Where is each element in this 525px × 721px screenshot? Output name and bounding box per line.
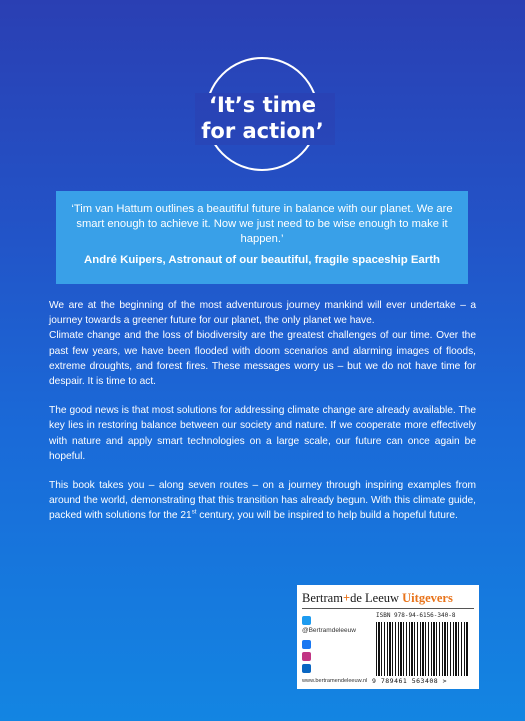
social-handle[interactable]: @Bertramdeleeuw — [302, 627, 356, 634]
paragraph-3-end: century, you will be inspired to help build a hopeful future. — [196, 510, 458, 522]
publisher-website[interactable]: www.bertramendeleeuw.nl — [302, 678, 368, 684]
paragraph-3 — [49, 478, 476, 524]
quote-text: ‘Tim van Hattum outlines a beautiful future in balance with our planet. We are smart enough to achieve it. Now we just need to be wise enough to make it happen.’ — [71, 203, 453, 245]
back-cover-text — [49, 298, 476, 538]
paragraph-1b: Climate change and the loss of biodiversity are the greatest challenges of our time. Over the past few years, we have been flooded with doom scenarios and alarming images of floods, extreme droughts, and forest fires. These messages worry us – but we do not have time for despair. It is time to act. — [49, 330, 476, 388]
publisher-logo — [302, 591, 453, 606]
headline-line-2: for action’ — [201, 119, 324, 143]
barcode — [376, 622, 468, 676]
twitter-icon[interactable] — [302, 616, 311, 625]
isbn-label: ISBN 978-94-6156-340-8 — [376, 612, 456, 619]
paragraph-2: The good news is that most solutions for addressing climate change are already available. The key lies in restoring balance between our society and nature. If we cooperate more effectively with nature and apply smart technologies on a large scale, our future can once again be hopeful. — [49, 405, 476, 462]
paragraph-3-start: This book takes you – along seven routes – on a journey through inspiring examples from around the world, demonstrating that this transition has already begun. With this climate guide, packed with solutions for the 21 — [49, 480, 476, 522]
linkedin-icon[interactable] — [302, 664, 311, 673]
publisher-box — [297, 585, 479, 689]
quote-box — [56, 191, 468, 284]
publisher-name-2: de Leeuw — [350, 591, 400, 605]
cover-headline — [160, 92, 365, 144]
publisher-name-3: Uitgevers — [402, 591, 453, 605]
publisher-plus: + — [342, 591, 351, 605]
quote-author: André Kuipers, Astronaut of our beautiful, fragile spaceship Earth — [84, 254, 440, 266]
facebook-icon[interactable] — [302, 640, 311, 649]
headline-line-1: ‘It’s time — [209, 93, 316, 117]
publisher-divider — [302, 608, 474, 609]
ean-number: 9 789461 563408 > — [372, 677, 448, 685]
paragraph-3-sup: st — [191, 510, 197, 517]
publisher-name-1: Bertram — [302, 591, 343, 605]
instagram-icon[interactable] — [302, 652, 311, 661]
paragraph-1a: We are at the beginning of the most adventurous journey mankind will ever undertake – a journey towards a greener future for our planet, the only planet we have. — [49, 300, 476, 327]
